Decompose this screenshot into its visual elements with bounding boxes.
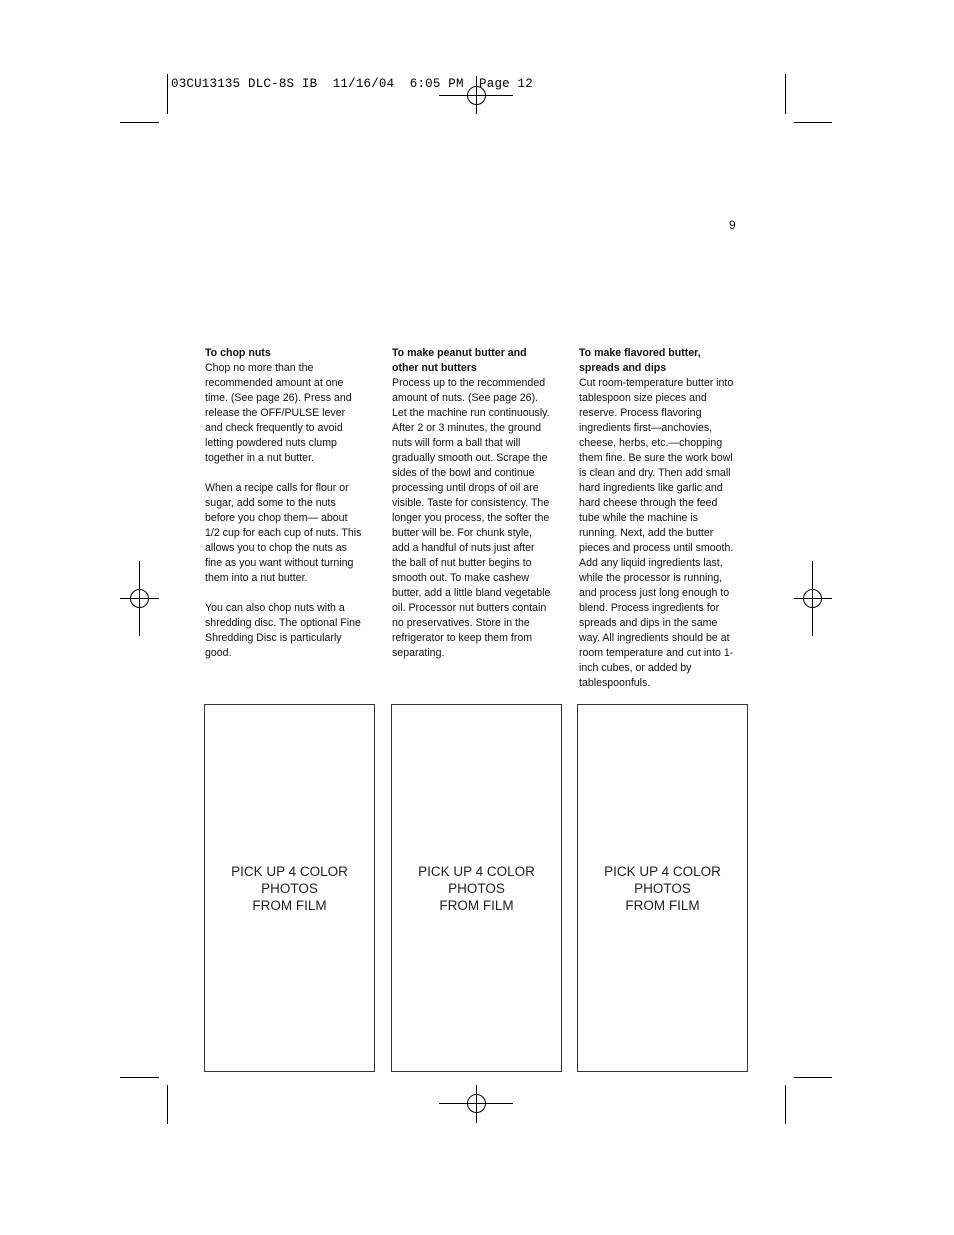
paragraph: Chop no more than the recommended amount at one time. (See page 26). Press and release the OFF/PULSE lever and check frequently to avoid letting powdered nuts clump together in a nut butter.	[205, 362, 352, 464]
paragraph: When a recipe calls for flour or sugar, add some to the nuts before you chop them— about 1/2 cup for each cup of nuts. This allows you to chop the nuts as fine as you want without turning them into a nut butter.	[205, 482, 362, 584]
crop-mark	[120, 122, 159, 123]
crop-mark	[167, 1085, 168, 1124]
registration-circle	[803, 589, 822, 608]
paragraph: Cut room-temperature butter into tablespoon size pieces and reserve. Process flavoring ingredients first—anchovies, cheese, herbs, etc.—chopping them fine. Be sure the work bowl is clean and dry. Then add small hard ingredients like garlic and hard cheese through the feed tube while the machine is running. Next, add the butter pieces and process until smooth. Add any liquid ingredients last, while the processor is running, and process just long enough to blend. Process ingredients for spreads and dips in the same way. All ingredients should be at room temperature and cut into 1-inch cubes, or added by tablespoonfuls.	[579, 377, 734, 689]
crop-mark	[785, 1085, 786, 1124]
photo-placeholder-label: PICK UP 4 COLOR PHOTOS FROM FILM	[604, 863, 721, 913]
registration-circle	[130, 589, 149, 608]
crop-mark	[167, 74, 168, 114]
registration-circle	[467, 1094, 486, 1113]
crop-mark	[785, 74, 786, 114]
crop-mark	[794, 122, 832, 123]
paragraph: You can also chop nuts with a shredding disc. The optional Fine Shredding Disc is particularly good.	[205, 602, 361, 659]
page-number: 9	[729, 218, 736, 232]
section-heading: To make peanut butter and other nut butters	[392, 347, 527, 374]
crop-mark	[794, 1077, 832, 1078]
photo-placeholder-3	[577, 704, 748, 1072]
photo-placeholder-label: PICK UP 4 COLOR PHOTOS FROM FILM	[231, 863, 348, 913]
photo-placeholder-label: PICK UP 4 COLOR PHOTOS FROM FILM	[418, 863, 535, 913]
photo-placeholder-2	[391, 704, 562, 1072]
crop-mark	[120, 1077, 159, 1078]
paragraph: Process up to the recommended amount of nuts. (See page 26). Let the machine run continuously. After 2 or 3 minutes, the ground nuts will form a ball that will gradually smooth out. Scrape the sides of the bowl and continue processing until drops of oil are visible. Taste for consistency. The longer you process, the softer the butter will be. For chunk style, add a handful of nuts just after the ball of nut butter begins to smooth out. To make cashew butter, add a little bland vegetable oil. Processor nut butters contain no preservatives. Store in the refrigerator to keep them from separating.	[392, 377, 551, 659]
column-flavored-butter	[579, 346, 739, 691]
print-slug: 03CU13135 DLC-8S IB 11/16/04 6:05 PM Page 12	[171, 77, 533, 91]
column-chop-nuts	[205, 346, 365, 661]
section-heading: To chop nuts	[205, 347, 271, 359]
section-heading: To make flavored butter, spreads and dips	[579, 347, 701, 374]
photo-placeholder-1	[204, 704, 375, 1072]
column-nut-butters	[392, 346, 552, 661]
